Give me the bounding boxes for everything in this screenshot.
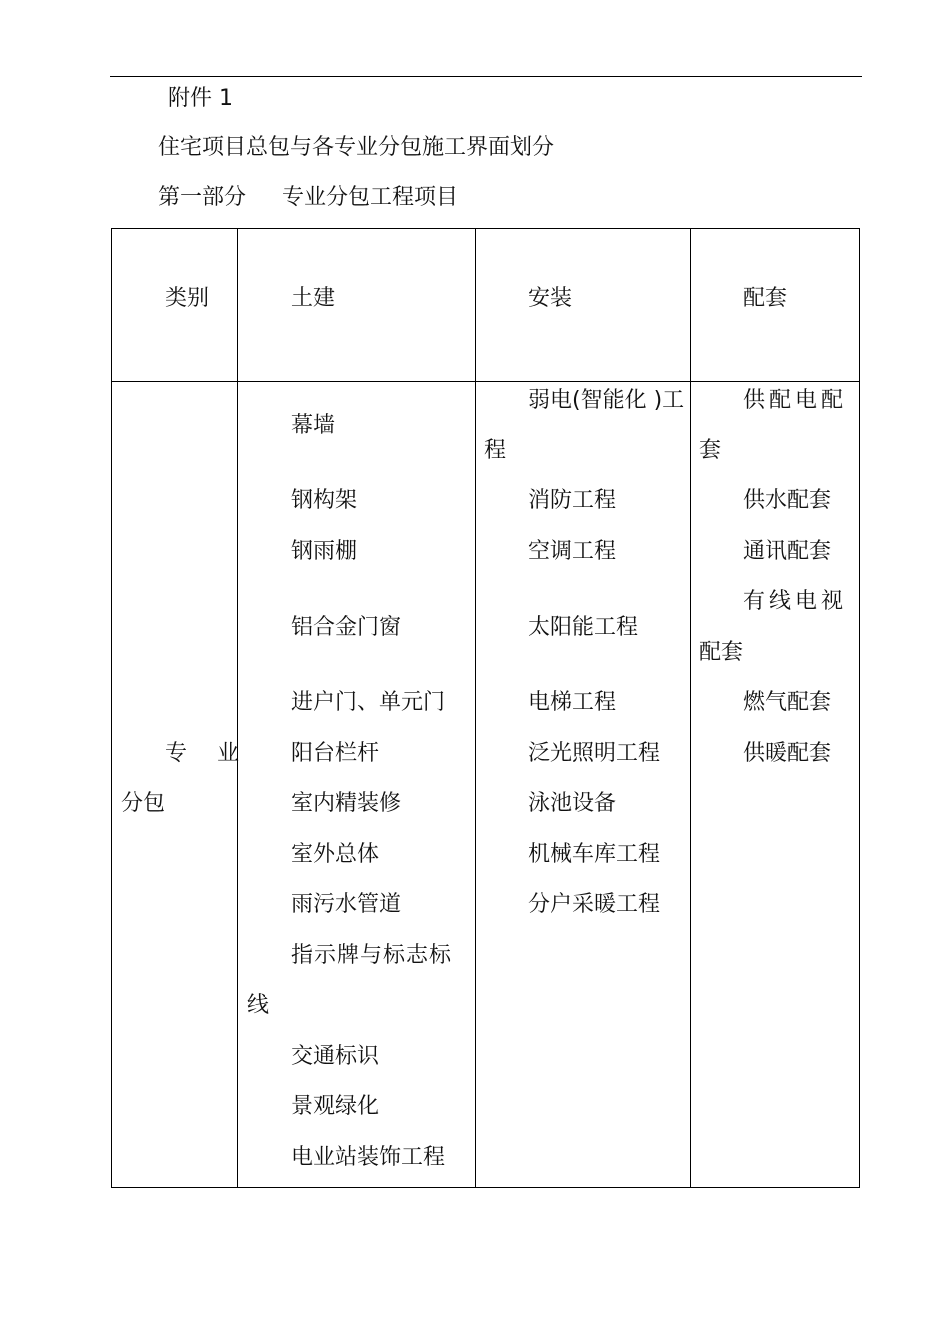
category-line-1: 专 业: [165, 741, 244, 766]
civil-item: 指示牌与标志标: [291, 943, 453, 968]
supporting-item: 供水配套: [743, 488, 832, 513]
installation-item: 电梯工程: [528, 690, 617, 715]
installation-item: 空调工程: [528, 539, 617, 564]
supporting-item: 供配电配: [743, 388, 848, 413]
civil-item: 幕墙: [291, 413, 336, 438]
civil-item: 进户门、单元门: [291, 690, 446, 715]
category-line-2: 分包: [121, 791, 166, 816]
civil-item: 室内精装修: [291, 791, 402, 816]
header-category: 类别: [165, 286, 210, 311]
installation-item: 泳池设备: [528, 791, 617, 816]
installation-item: 泛光照明工程: [528, 741, 661, 766]
civil-item: 线: [247, 993, 270, 1018]
supporting-item: 通讯配套: [743, 539, 832, 564]
civil-item: 景观绿化: [291, 1094, 380, 1119]
supporting-item: 燃气配套: [743, 690, 832, 715]
document-title: 住宅项目总包与各专业分包施工界面划分: [158, 135, 555, 160]
header-rule: [110, 76, 862, 77]
division-table: [111, 228, 860, 1188]
installation-item: 太阳能工程: [528, 615, 639, 640]
section-part: 第一部分: [158, 185, 247, 210]
civil-item: 钢雨棚: [291, 539, 358, 564]
annex-label: 附件 1: [168, 86, 233, 111]
civil-item: 电业站装饰工程: [291, 1145, 446, 1170]
supporting-item: 有线电视: [743, 589, 848, 614]
header-supporting: 配套: [743, 286, 788, 311]
civil-item: 雨污水管道: [291, 892, 402, 917]
civil-item: 交通标识: [291, 1044, 380, 1069]
civil-item: 阳台栏杆: [291, 741, 380, 766]
section-name: 专业分包工程项目: [282, 185, 459, 210]
civil-item: 钢构架: [291, 488, 358, 513]
supporting-item: 配套: [699, 640, 744, 665]
civil-item: 铝合金门窗: [291, 615, 402, 640]
installation-item: 弱电(智能化 )工: [528, 388, 685, 413]
column-divider-3: [690, 229, 691, 1187]
installation-item: 机械车库工程: [528, 842, 661, 867]
column-divider-1: [237, 229, 238, 1187]
installation-item: 分户采暖工程: [528, 892, 661, 917]
header-row-divider: [112, 381, 859, 382]
supporting-item: 供暖配套: [743, 741, 832, 766]
section-heading: [158, 184, 458, 212]
supporting-item: 套: [699, 438, 722, 463]
column-divider-2: [475, 229, 476, 1187]
civil-item: 室外总体: [291, 842, 380, 867]
installation-item: 程: [484, 438, 507, 463]
installation-item: 消防工程: [528, 488, 617, 513]
header-civil: 土建: [291, 286, 336, 311]
header-installation: 安装: [528, 286, 573, 311]
